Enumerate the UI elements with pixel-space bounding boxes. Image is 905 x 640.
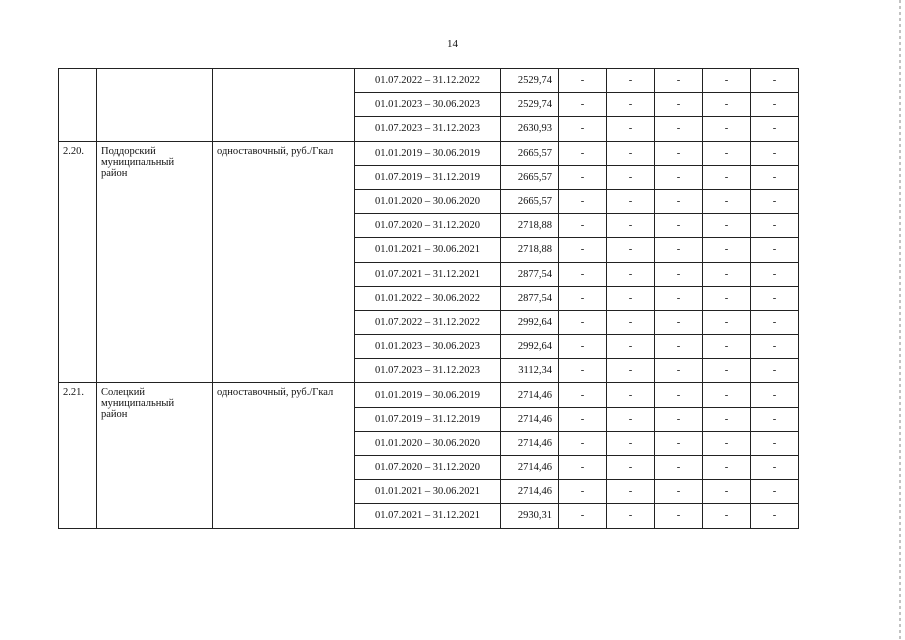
empty-value-cell: -	[655, 214, 703, 238]
empty-value-cell: -	[559, 93, 607, 117]
empty-value-cell: -	[655, 189, 703, 213]
empty-value-cell: -	[751, 286, 799, 310]
empty-value-cell: -	[751, 359, 799, 383]
empty-value-cell: -	[703, 69, 751, 93]
empty-value-cell: -	[559, 141, 607, 165]
tariff-value-cell: 2665,57	[501, 165, 559, 189]
empty-value-cell: -	[751, 214, 799, 238]
period-cell: 01.07.2021 – 31.12.2021	[355, 262, 501, 286]
item-number-cell: 2.21.	[59, 383, 97, 528]
empty-value-cell: -	[559, 359, 607, 383]
period-cell: 01.07.2022 – 31.12.2022	[355, 69, 501, 93]
period-cell: 01.07.2020 – 31.12.2020	[355, 456, 501, 480]
empty-value-cell: -	[655, 141, 703, 165]
empty-value-cell: -	[559, 117, 607, 141]
empty-value-cell: -	[703, 117, 751, 141]
tariff-value-cell: 2992,64	[501, 335, 559, 359]
empty-value-cell: -	[607, 310, 655, 334]
empty-value-cell: -	[607, 238, 655, 262]
empty-value-cell: -	[703, 431, 751, 455]
empty-value-cell: -	[559, 335, 607, 359]
empty-value-cell: -	[751, 480, 799, 504]
empty-value-cell: -	[559, 214, 607, 238]
district-name-line: муниципальный	[101, 398, 175, 410]
empty-value-cell: -	[559, 407, 607, 431]
period-cell: 01.01.2021 – 30.06.2021	[355, 480, 501, 504]
empty-value-cell: -	[607, 189, 655, 213]
empty-value-cell: -	[655, 431, 703, 455]
tariff-value-cell: 2665,57	[501, 189, 559, 213]
empty-value-cell: -	[607, 456, 655, 480]
empty-value-cell: -	[751, 456, 799, 480]
period-cell: 01.01.2020 – 30.06.2020	[355, 431, 501, 455]
empty-value-cell: -	[703, 262, 751, 286]
district-name-line: Солецкий	[101, 387, 145, 399]
item-number-cell: 2.20.	[59, 141, 97, 383]
empty-value-cell: -	[607, 431, 655, 455]
empty-value-cell: -	[655, 504, 703, 528]
tariff-value-cell: 2714,46	[501, 383, 559, 407]
item-number-cell	[59, 69, 97, 142]
district-name-line: район	[101, 409, 128, 421]
empty-value-cell: -	[607, 165, 655, 189]
period-cell: 01.01.2023 – 30.06.2023	[355, 335, 501, 359]
period-cell: 01.07.2023 – 31.12.2023	[355, 359, 501, 383]
tariff-value-cell: 2877,54	[501, 262, 559, 286]
tariff-value-cell: 2714,46	[501, 480, 559, 504]
tariff-table	[58, 68, 799, 529]
tariff-value-cell: 2529,74	[501, 93, 559, 117]
empty-value-cell: -	[559, 480, 607, 504]
district-name-line: муниципальный	[101, 156, 175, 168]
tariff-value-cell: 3112,34	[501, 359, 559, 383]
empty-value-cell: -	[559, 189, 607, 213]
empty-value-cell: -	[751, 117, 799, 141]
empty-value-cell: -	[607, 335, 655, 359]
empty-value-cell: -	[751, 310, 799, 334]
empty-value-cell: -	[655, 383, 703, 407]
empty-value-cell: -	[703, 456, 751, 480]
empty-value-cell: -	[751, 262, 799, 286]
empty-value-cell: -	[655, 335, 703, 359]
empty-value-cell: -	[703, 504, 751, 528]
period-cell: 01.01.2023 – 30.06.2023	[355, 93, 501, 117]
empty-value-cell: -	[751, 238, 799, 262]
tariff-value-cell: 2714,46	[501, 431, 559, 455]
period-cell: 01.07.2019 – 31.12.2019	[355, 165, 501, 189]
empty-value-cell: -	[655, 359, 703, 383]
tariff-value-cell: 2718,88	[501, 238, 559, 262]
empty-value-cell: -	[559, 69, 607, 93]
empty-value-cell: -	[559, 286, 607, 310]
district-name-cell	[97, 69, 213, 142]
tariff-value-cell: 2665,57	[501, 141, 559, 165]
tariff-value-cell: 2718,88	[501, 214, 559, 238]
period-cell: 01.01.2019 – 30.06.2019	[355, 141, 501, 165]
empty-value-cell: -	[607, 286, 655, 310]
empty-value-cell: -	[607, 141, 655, 165]
table-row	[59, 383, 799, 407]
empty-value-cell: -	[703, 238, 751, 262]
empty-value-cell: -	[607, 93, 655, 117]
period-cell: 01.07.2023 – 31.12.2023	[355, 117, 501, 141]
empty-value-cell: -	[607, 480, 655, 504]
page-number: 14	[447, 38, 458, 50]
empty-value-cell: -	[559, 310, 607, 334]
empty-value-cell: -	[655, 480, 703, 504]
empty-value-cell: -	[703, 93, 751, 117]
empty-value-cell: -	[655, 165, 703, 189]
empty-value-cell: -	[703, 214, 751, 238]
empty-value-cell: -	[751, 383, 799, 407]
empty-value-cell: -	[655, 407, 703, 431]
empty-value-cell: -	[559, 504, 607, 528]
period-cell: 01.07.2020 – 31.12.2020	[355, 214, 501, 238]
empty-value-cell: -	[751, 431, 799, 455]
empty-value-cell: -	[703, 480, 751, 504]
tariff-value-cell: 2529,74	[501, 69, 559, 93]
period-cell: 01.01.2019 – 30.06.2019	[355, 383, 501, 407]
empty-value-cell: -	[607, 214, 655, 238]
empty-value-cell: -	[751, 189, 799, 213]
empty-value-cell: -	[559, 431, 607, 455]
empty-value-cell: -	[655, 286, 703, 310]
scan-edge-mark	[899, 0, 901, 640]
empty-value-cell: -	[655, 238, 703, 262]
tariff-type-cell: одноставочный, руб./Гкал	[213, 141, 355, 383]
empty-value-cell: -	[655, 117, 703, 141]
empty-value-cell: -	[751, 93, 799, 117]
empty-value-cell: -	[655, 262, 703, 286]
district-name-cell	[97, 383, 213, 528]
period-cell: 01.07.2021 – 31.12.2021	[355, 504, 501, 528]
empty-value-cell: -	[655, 69, 703, 93]
empty-value-cell: -	[607, 407, 655, 431]
table-row	[59, 141, 799, 165]
empty-value-cell: -	[607, 117, 655, 141]
table-row	[59, 69, 799, 93]
empty-value-cell: -	[703, 189, 751, 213]
period-cell: 01.07.2019 – 31.12.2019	[355, 407, 501, 431]
tariff-value-cell: 2630,93	[501, 117, 559, 141]
empty-value-cell: -	[607, 262, 655, 286]
empty-value-cell: -	[655, 310, 703, 334]
empty-value-cell: -	[703, 286, 751, 310]
tariff-value-cell: 2930,31	[501, 504, 559, 528]
empty-value-cell: -	[751, 141, 799, 165]
empty-value-cell: -	[751, 407, 799, 431]
empty-value-cell: -	[703, 407, 751, 431]
tariff-value-cell: 2992,64	[501, 310, 559, 334]
period-cell: 01.01.2021 – 30.06.2021	[355, 238, 501, 262]
empty-value-cell: -	[751, 69, 799, 93]
empty-value-cell: -	[559, 383, 607, 407]
period-cell: 01.07.2022 – 31.12.2022	[355, 310, 501, 334]
district-name-line: Поддорский	[101, 145, 156, 157]
empty-value-cell: -	[751, 335, 799, 359]
empty-value-cell: -	[703, 165, 751, 189]
empty-value-cell: -	[703, 359, 751, 383]
empty-value-cell: -	[751, 504, 799, 528]
empty-value-cell: -	[655, 456, 703, 480]
empty-value-cell: -	[559, 262, 607, 286]
empty-value-cell: -	[703, 310, 751, 334]
period-cell: 01.01.2020 – 30.06.2020	[355, 189, 501, 213]
empty-value-cell: -	[607, 504, 655, 528]
tariff-type-cell	[213, 69, 355, 142]
empty-value-cell: -	[607, 383, 655, 407]
empty-value-cell: -	[751, 165, 799, 189]
tariff-value-cell: 2714,46	[501, 407, 559, 431]
district-name-cell	[97, 141, 213, 383]
empty-value-cell: -	[559, 238, 607, 262]
empty-value-cell: -	[559, 456, 607, 480]
empty-value-cell: -	[655, 93, 703, 117]
tariff-value-cell: 2877,54	[501, 286, 559, 310]
empty-value-cell: -	[703, 141, 751, 165]
table-body	[59, 69, 799, 529]
tariff-type-cell: одноставочный, руб./Гкал	[213, 383, 355, 528]
empty-value-cell: -	[703, 335, 751, 359]
empty-value-cell: -	[559, 165, 607, 189]
period-cell: 01.01.2022 – 30.06.2022	[355, 286, 501, 310]
empty-value-cell: -	[703, 383, 751, 407]
tariff-value-cell: 2714,46	[501, 456, 559, 480]
empty-value-cell: -	[607, 69, 655, 93]
district-name-line: район	[101, 167, 128, 179]
empty-value-cell: -	[607, 359, 655, 383]
